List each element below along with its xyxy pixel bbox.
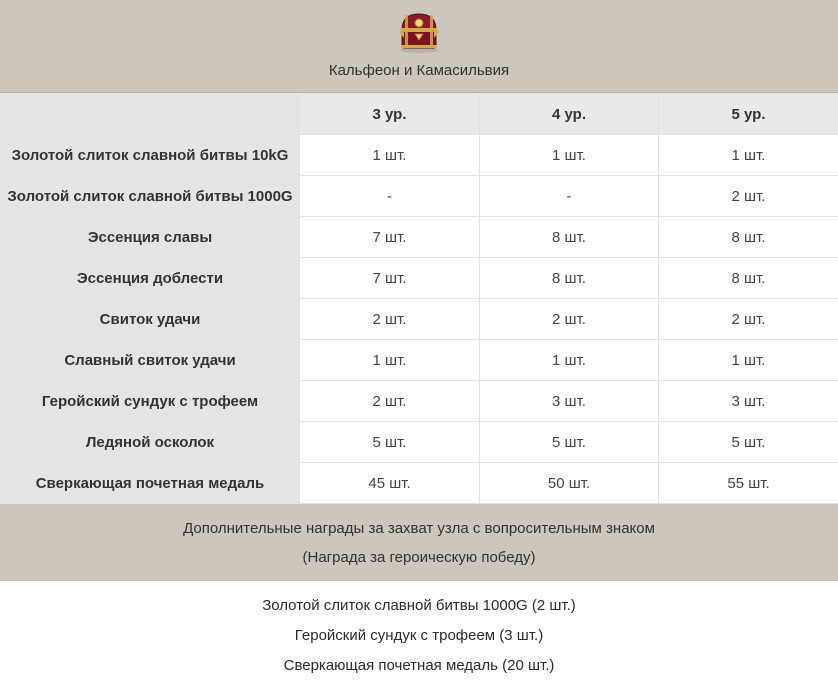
table-row: [1, 381, 838, 422]
cell-value: 50 шт.: [480, 463, 659, 504]
cell-value: 1 шт.: [480, 340, 659, 381]
rewards-table: [0, 93, 838, 504]
cell-value: 8 шт.: [480, 217, 659, 258]
table-row: [1, 135, 838, 176]
list-item: Сверкающая почетная медаль (20 шт.): [283, 657, 555, 674]
cell-value: 3 шт.: [659, 381, 838, 422]
cell-value: 2 шт.: [480, 299, 659, 340]
row-label: Геройский сундук с трофеем: [1, 381, 300, 422]
table-row: [1, 299, 838, 340]
cell-value: 1 шт.: [300, 135, 480, 176]
cell-value: 2 шт.: [659, 299, 838, 340]
cell-value: 8 шт.: [480, 258, 659, 299]
cell-value: 1 шт.: [480, 135, 659, 176]
row-label: Эссенция славы: [1, 217, 300, 258]
bonus-reward-list: [0, 581, 838, 681]
row-label: Эссенция доблести: [1, 258, 300, 299]
row-label: Ледяной осколок: [1, 422, 300, 463]
row-label: Золотой слиток славной битвы 10kG: [1, 135, 300, 176]
region-header: [0, 0, 838, 93]
cell-value: 45 шт.: [300, 463, 480, 504]
cell-value: 2 шт.: [300, 381, 480, 422]
cell-value: 5 шт.: [300, 422, 480, 463]
cell-value: 5 шт.: [480, 422, 659, 463]
cell-value: 1 шт.: [659, 135, 838, 176]
table-row: [1, 176, 838, 217]
cell-value: 2 шт.: [659, 176, 838, 217]
treasure-chest-icon: [396, 10, 442, 54]
cell-value: 5 шт.: [659, 422, 838, 463]
table-row: [1, 258, 838, 299]
cell-value: -: [300, 176, 480, 217]
row-label: Сверкающая почетная медаль: [1, 463, 300, 504]
list-item: Геройский сундук с трофеем (3 шт.): [294, 627, 544, 644]
cell-value: -: [480, 176, 659, 217]
header-cell-empty: [1, 94, 300, 135]
table-row: [1, 340, 838, 381]
cell-value: 8 шт.: [659, 217, 838, 258]
cell-value: 7 шт.: [300, 217, 480, 258]
cell-value: 8 шт.: [659, 258, 838, 299]
bonus-heading-line2: (Награда за героическую победу): [302, 548, 536, 566]
row-label: Славный свиток удачи: [1, 340, 300, 381]
bonus-heading-line1: Дополнительные награды за захват узла с вопросительным знаком: [183, 519, 655, 537]
table-row: [1, 217, 838, 258]
cell-value: 7 шт.: [300, 258, 480, 299]
row-label: Свиток удачи: [1, 299, 300, 340]
cell-value: 2 шт.: [300, 299, 480, 340]
header-cell-level-4: 4 ур.: [480, 94, 659, 135]
region-title: Кальфеон и Камасильвия: [328, 62, 510, 79]
header-cell-level-3: 3 ур.: [300, 94, 480, 135]
list-item: Золотой слиток славной битвы 1000G (2 шт.): [262, 597, 576, 614]
header-cell-level-5: 5 ур.: [659, 94, 838, 135]
cell-value: 1 шт.: [300, 340, 480, 381]
cell-value: 55 шт.: [659, 463, 838, 504]
table-row: [1, 463, 838, 504]
cell-value: 3 шт.: [480, 381, 659, 422]
cell-value: 1 шт.: [659, 340, 838, 381]
table-header-row: [1, 94, 838, 135]
table-row: [1, 422, 838, 463]
bonus-heading: [0, 504, 838, 581]
row-label: Золотой слиток славной битвы 1000G: [1, 176, 300, 217]
